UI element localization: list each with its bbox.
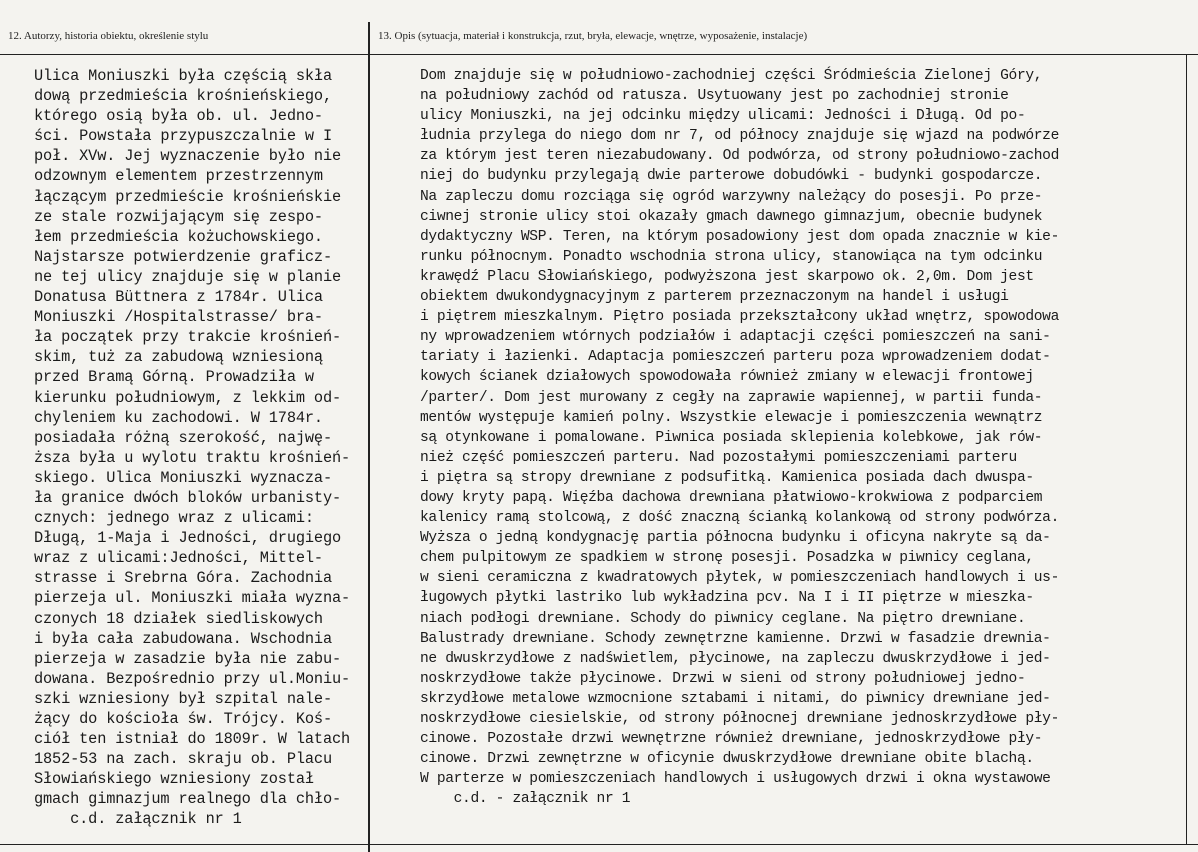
text-line: ciwnej stronie ulicy stoi okazały gmach dawnego gimnazjum, obecnie budynek <box>420 208 1043 225</box>
text-line: noskrzydłowe także płycinowe. Drzwi w sieni od strony południowej jedno- <box>420 670 1026 687</box>
text-line: Na zapleczu domu rozciąga się ogród warzywny należący do posesji. Po prze- <box>420 188 1043 205</box>
text-line: cinowe. Pozostałe drzwi wewnętrzne również drewniane, jednoskrzydłowe pły- <box>420 731 1043 748</box>
text-line: niej do budynku przylegają dwie parterowe dobudówki - budynki gospodarcze. <box>420 168 1043 185</box>
text-line: noskrzydłowe ciesielskie, od strony północnej drewniane jednoskrzydłowe pły- <box>420 711 1059 727</box>
text-line: cznych: jednego wraz z ulicami: <box>34 509 314 528</box>
text-line: /parter/. Dom jest murowany z cegły na zaprawie wapiennej, w partii funda- <box>420 389 1043 406</box>
frame-top-rule <box>0 54 1198 55</box>
text-line: gmach gimnazjum realnego dla chło- <box>34 790 342 809</box>
text-line: ści. Powstała przypuszczalnie w I <box>34 127 332 146</box>
text-line: Długą, 1-Maja i Jedności, drugiego <box>34 529 342 548</box>
text-line: c.d. załącznik nr 1 <box>34 810 242 829</box>
text-line: krawędź Placu Słowiańskiego, podwyższona jest skarpowo ok. 2,0m. Dom jest <box>420 268 1034 285</box>
text-line: ny wprowadzeniem wtórnych podziałów i adaptacji części pomieszczeń na sani- <box>420 329 1051 346</box>
text-line: cinowe. Drzwi zewnętrzne w oficynie dwuskrzydłowe drewniane obite blachą. <box>420 751 1034 768</box>
text-line: czonych 18 działek siedliskowych <box>34 609 323 628</box>
text-line: niach podłogi drewniane. Schody do piwnicy ceglane. Na piętro drewniane. <box>420 610 1026 627</box>
text-line: ne dwuskrzydłowe z nadświetlem, płycinowe, na zapleczu dwuskrzydłowe i jed- <box>420 650 1051 667</box>
text-line: łączącym przedmieście krośnieńskie <box>34 187 342 206</box>
text-line: ługowych płytki lastriko lub wykładzina pcv. Na I i II piętrze w mieszka- <box>420 590 1034 607</box>
text-line: nież część pomieszczeń parteru. Nad pozostałymi pomieszczeniami parteru <box>420 449 1017 466</box>
text-line: szki wzniesiony był szpital nale- <box>34 689 332 708</box>
text-line: Donatusa Büttnera z 1784r. Ulica <box>34 288 323 307</box>
text-line: pierzeja ul. Moniuszki miała wyzna- <box>34 589 351 608</box>
text-line: w sieni ceramiczna z kwadratowych płytek, w pomieszczeniach handlowych i us- <box>420 570 1059 587</box>
text-line: Ulica Moniuszki była częścią skła <box>34 67 332 85</box>
column-divider <box>368 22 370 852</box>
text-line: dowy kryty papą. Więźba dachowa drewniana płatwiowo-krokwiowa z podparciem <box>420 489 1043 506</box>
text-line: Balustrady drewniane. Schody zewnętrzne kamienne. Drzwi w fasadzie drewnia- <box>420 630 1051 647</box>
text-line: obiektem dwukondygnacyjnym z parterem przeznaczonym na handel i usługi <box>420 289 1009 306</box>
text-line: ciół ten istniał do 1809r. W latach <box>34 730 351 749</box>
text-line: Wyższa o jedną kondygnację partia północna budynku i oficyna nakryte są da- <box>420 530 1051 547</box>
text-line: tariaty i łazienki. Adaptacja pomieszczeń parteru poza wprowadzeniem dodat- <box>420 349 1051 366</box>
text-line: Moniuszki /Hospitalstrasse/ bra- <box>34 308 323 327</box>
text-line: poł. XVw. Jej wyznaczenie było nie <box>34 147 342 166</box>
section-12-header: 12. Autorzy, historia obiektu, określenie stylu <box>8 30 209 42</box>
text-line: chyleniem ku zachodowi. W 1784r. <box>34 408 323 427</box>
text-line: kalenicy ramą stolcową, z dość znaczną ścianką kolankową od strony podwórza. <box>420 510 1059 527</box>
text-line: żący do kościoła św. Trójcy. Koś- <box>34 710 332 728</box>
text-line: przed Bramą Górną. Prowadziła w <box>34 368 314 387</box>
text-line: ła początek przy trakcie krośnień- <box>34 328 342 347</box>
text-line: Dom znajduje się w południowo-zachodniej części Śródmieścia Zielonej Góry, <box>420 68 1043 84</box>
text-line: są otynkowane i pomalowane. Piwnica posiada sklepienia kolebkowe, jak rów- <box>420 429 1043 446</box>
text-line: dydaktyczny WSP. Teren, na którym posadowiony jest dom opada znacznie w kie- <box>420 228 1059 245</box>
text-line: za którym jest teren niezabudowany. Od podwórza, od strony południowo-zachod <box>420 148 1059 165</box>
text-line: c.d. - załącznik nr 1 <box>420 791 631 808</box>
frame-bottom-rule <box>0 844 1198 845</box>
text-line: ze stale rozwijającym się zespo- <box>34 207 323 226</box>
text-line: i była cała zabudowana. Wschodnia <box>34 629 332 648</box>
text-line: na południowy zachód od ratusza. Usytuowany jest po zachodniej stronie <box>420 88 1009 105</box>
text-line: którego osią była ob. ul. Jedno- <box>34 107 323 126</box>
text-line: i piętrem mieszkalnym. Piętro posiada przekształcony układ wnętrz, spowodowa <box>420 309 1059 326</box>
text-line: skim, tuż za zabudową wzniesioną <box>34 348 323 367</box>
text-line: ne tej ulicy znajduje się w planie <box>34 267 342 286</box>
text-line: wraz z ulicami:Jedności, Mittel- <box>34 549 323 568</box>
description-column <box>420 66 1186 809</box>
text-line: Najstarsze potwierdzenie graficz- <box>34 247 332 266</box>
text-line: chem pulpitowym ze spadkiem w stronę posesji. Posadzka w piwnicy ceglana, <box>420 550 1034 567</box>
text-line: Słowiańskiego wzniesiony został <box>34 770 314 789</box>
text-line: kowych ścianek działowych spowodowała również zmiany w elewacji frontowej <box>420 369 1034 386</box>
text-line: i piętra są stropy drewniane z podsufitką. Kamienica posiada dach dwuspa- <box>420 469 1034 486</box>
text-line: dową przedmieścia krośnieńskiego, <box>34 87 332 106</box>
text-line: mentów występuje kamień polny. Wszystkie elewacje i pomieszczenia wewnątrz <box>420 409 1043 426</box>
text-line: ulicy Moniuszki, na jej odcinku między ulicami: Jedności i Długą. Od po- <box>420 108 1026 125</box>
text-line: łudnia przylega do niego dom nr 7, od północy znajduje się wjazd na podwórze <box>420 128 1059 145</box>
history-column <box>34 66 368 830</box>
text-line: 1852-53 na zach. skraju ob. Placu <box>34 750 332 769</box>
text-line: ższa była u wylotu traktu krośnień- <box>34 448 351 467</box>
text-line: odzownym elementem przestrzennym <box>34 167 323 186</box>
text-line: dowana. Bezpośrednio przy ul.Moniu- <box>34 669 351 688</box>
text-line: ła granice dwóch bloków urbanisty- <box>34 488 342 507</box>
text-line: skiego. Ulica Moniuszki wyznacza- <box>34 468 332 487</box>
frame-right-rule <box>1186 54 1187 844</box>
text-line: strasse i Srebrna Góra. Zachodnia <box>34 569 332 588</box>
text-line: skrzydłowe metalowe wzmocnione sztabami i nitami, do piwnicy drewniane jed- <box>420 690 1051 707</box>
text-line: W parterze w pomieszczeniach handlowych i usługowych drzwi i okna wystawowe <box>420 771 1051 788</box>
text-line: łem przedmieścia kożuchowskiego. <box>34 227 323 246</box>
text-line: runku północnym. Ponadto wschodnia strona ulicy, stanowiąca na tym odcinku <box>420 248 1043 265</box>
text-line: pierzeja w zasadzie była nie zabu- <box>34 649 342 668</box>
text-line: kierunku południowym, z lekkim od- <box>34 388 342 407</box>
text-line: posiadała różną szerokość, najwę- <box>34 428 332 447</box>
section-13-header: 13. Opis (sytuacja, materiał i konstrukcja, rzut, bryła, elewacje, wnętrze, wyposażenie, instalacje) <box>378 30 808 42</box>
